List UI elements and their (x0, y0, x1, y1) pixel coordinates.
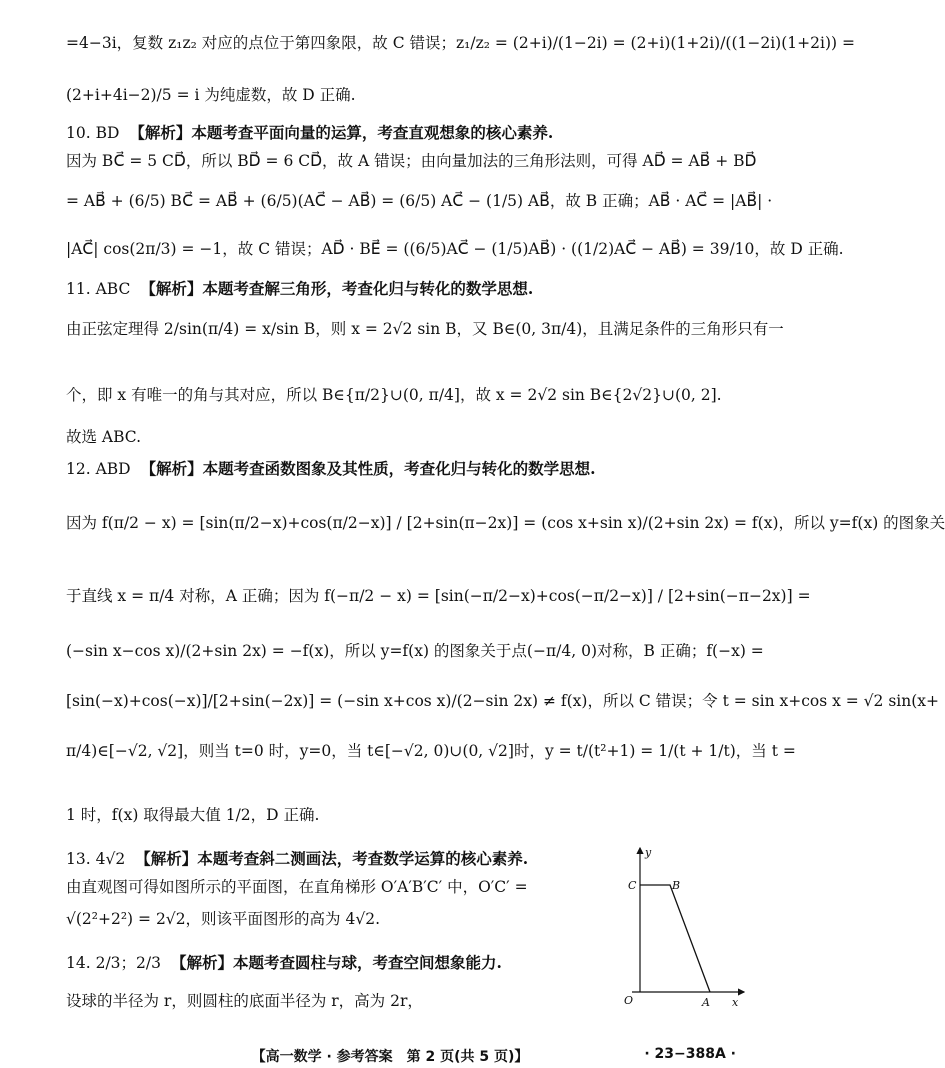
coordinate-diagram (610, 842, 750, 1012)
trapezoid-outline (640, 885, 710, 992)
answer-line: 因为 BC⃗ = 5 CD⃗，所以 BD⃗ = 6 CD⃗，故 A 错误；由向量加法的三角形法则，可得 AD⃗ = AB⃗ + BD⃗ (66, 152, 757, 170)
answer-line: 因为 f(π/2 − x) = [sin(π/2−x)+cos(π/2−x)] / [2+sin(π−2x)] = (cos x+sin x)/(2+sin 2x) = f(x)，所以 y=f(x) 的图象关 (66, 514, 945, 532)
question-answer: 10. BD (66, 124, 120, 142)
analysis-intro: 本题考查函数图象及其性质，考查化归与转化的数学思想. (202, 459, 596, 478)
question-answer: 11. ABC (66, 280, 131, 298)
question-answer: 13. 4√2 (66, 850, 126, 868)
analysis-intro: 本题考查斜二测画法，考查数学运算的核心素养. (197, 849, 529, 868)
analysis-intro: 本题考查平面向量的运算，考查直观想象的核心素养. (191, 123, 554, 142)
answer-line: (2+i+4i−2)/5 = i 为纯虚数，故 D 正确. (66, 86, 356, 104)
analysis-intro: 本题考查解三角形，考查化归与转化的数学思想. (202, 279, 534, 298)
answer-line: √(2²+2²) = 2√2，则该平面图形的高为 4√2. (66, 910, 381, 928)
answer-line: 于直线 x = π/4 对称，A 正确；因为 f(−π/2 − x) = [sin(−π/2−x)+cos(−π/2−x)] / [2+sin(−π−2x)] = (66, 587, 811, 605)
answer-line: π/4)∈[−√2, √2]，则当 t=0 时，y=0，当 t∈[−√2, 0)∪(0, √2]时，y = t/(t²+1) = 1/(t + 1/t)，当 t = (66, 742, 796, 760)
point-a-label: A (702, 996, 710, 1009)
origin-label: O (624, 994, 634, 1007)
analysis-label: 【解析】 (140, 279, 203, 298)
y-axis-label: y (645, 846, 652, 859)
analysis-label: 【解析】 (140, 459, 203, 478)
question-answer: 12. ABD (66, 460, 131, 478)
answer-line: 个，即 x 有唯一的角与其对应，所以 B∈{π/2}∪(0, π/4]，故 x = 2√2 sin B∈{2√2}∪(0, 2]. (66, 386, 722, 404)
answer-line: |AC⃗| cos(2π/3) = −1，故 C 错误；AD⃗ · BE⃗ = ((6/5)AC⃗ − (1/5)AB⃗) · ((1/2)AC⃗ − AB⃗) = 39/10，故 D 正确. (66, 240, 844, 258)
answer-line: =4−3i，复数 z₁z₂ 对应的点位于第四象限，故 C 错误；z₁/z₂ = (2+i)/(1−2i) = (2+i)(1+2i)/((1−2i)(1+2i)) = (66, 34, 855, 52)
answer-line: [sin(−x)+cos(−x)]/[2+sin(−2x)] = (−sin x+cos x)/(2−sin 2x) ≠ f(x)，所以 C 错误；令 t = sin x+cos x = √2 sin(x+ (66, 692, 940, 710)
answer-line: 故选 ABC. (66, 428, 142, 446)
doc-code: · 23−388A · (644, 1046, 736, 1062)
question-answer: 14. 2/3；2/3 (66, 954, 161, 972)
answer-line: 1 时，f(x) 取得最大值 1/2，D 正确. (66, 806, 320, 824)
answer-line: 由直观图可得如图所示的平面图，在直角梯形 O′A′B′C′ 中，O′C′ = (66, 878, 528, 896)
x-axis-label: x (732, 996, 739, 1009)
page-footer: 【高一数学 · 参考答案 第 2 页(共 5 页)】 (251, 1049, 529, 1065)
analysis-label: 【解析】 (129, 123, 192, 142)
analysis-label: 【解析】 (170, 953, 233, 972)
question-header (66, 122, 754, 144)
point-c-label: C (628, 879, 637, 892)
point-b-label: B (672, 879, 681, 892)
answer-line: (−sin x−cos x)/(2+sin 2x) = −f(x)，所以 y=f(x) 的图象关于点(−π/4, 0)对称，B 正确；f(−x) = (66, 642, 764, 660)
answer-line: 设球的半径为 r，则圆柱的底面半径为 r，高为 2r， (66, 992, 423, 1010)
question-header (66, 458, 754, 480)
answer-line: = AB⃗ + (6/5) BC⃗ = AB⃗ + (6/5)(AC⃗ − AB⃗) = (6/5) AC⃗ − (1/5) AB⃗，故 B 正确；AB⃗ · AC⃗ = |AB⃗| · (66, 192, 773, 210)
question-header (66, 278, 754, 300)
answer-line: 由正弦定理得 2/sin(π/4) = x/sin B，则 x = 2√2 sin B，又 B∈(0, 3π/4)，且满足条件的三角形只有一 (66, 320, 784, 338)
analysis-label: 【解析】 (135, 849, 198, 868)
trapezoid-figure (610, 842, 750, 1012)
analysis-intro: 本题考查圆柱与球，考查空间想象能力. (232, 953, 502, 972)
